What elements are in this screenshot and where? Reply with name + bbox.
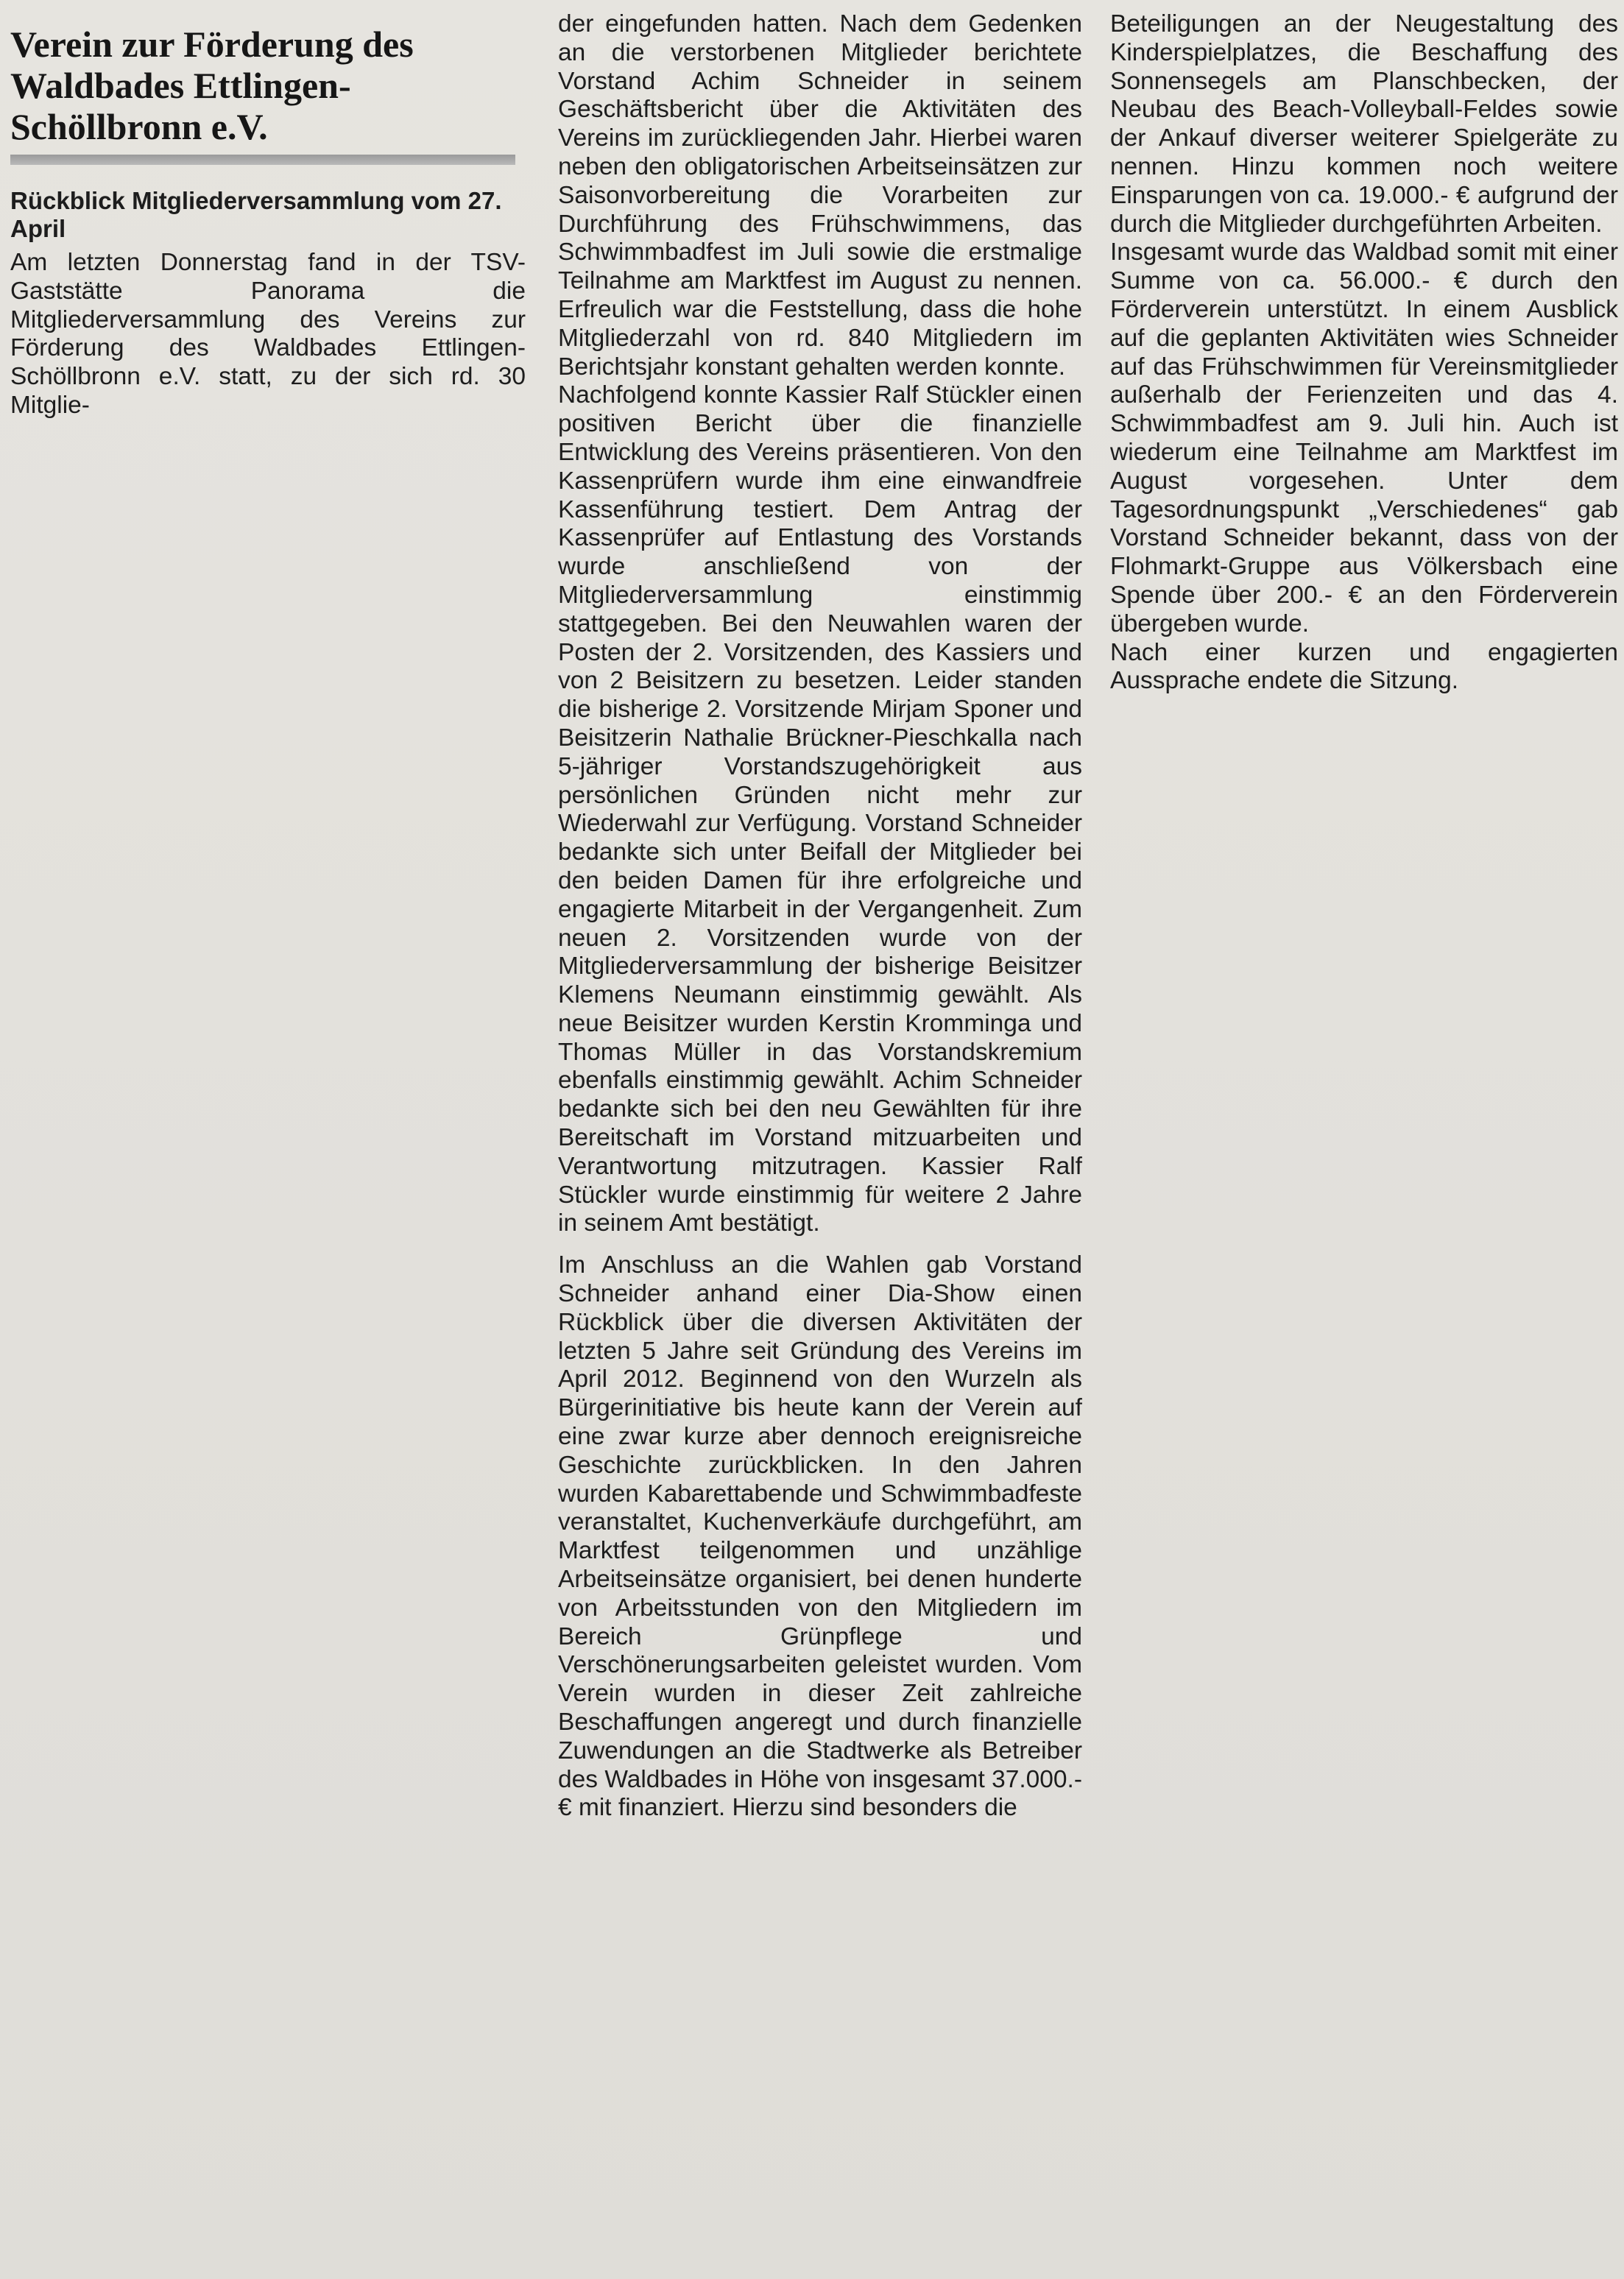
article-column-3 xyxy=(1110,10,1618,696)
article-intro-paragraph: Am letzten Donnerstag fand in der TSV-Gaststätte Panorama die Mitgliederversammlung des Vereins zur Förderung des Waldbades Ettlingen-Schöllbronn e.V. statt, zu der sich rd. 30 Mitglie- xyxy=(10,249,526,419)
headline-rule xyxy=(10,155,515,165)
headline-block xyxy=(10,24,515,165)
article-column-2 xyxy=(558,10,1082,1823)
column3-paragraph-1: Beteiligungen an der Neugestaltung des Kinderspielplatzes, die Beschaffung des Sonnensegels am Planschbecken, der Neubau des Beach-Volleyball-Feldes sowie der Ankauf diverser weiterer Spielgeräte zu nennen. Hinzu kommen noch weitere Einsparungen von ca. 19.000.- € aufgrund der durch die Mitglieder durchgeführten Arbeiten. xyxy=(1110,10,1618,238)
column2-paragraph-2: Nachfolgend konnte Kassier Ralf Stückler einen positiven Bericht über die finanzielle Entwicklung des Vereins präsentieren. Von den Kassenprüfern wurde ihm eine einwandfreie Kassenführung testiert. Dem Antrag der Kassenprüfer auf Entlastung des Vorstands wurde anschließend von der Mitgliederversammlung einstimmig stattgegeben. Bei den Neuwahlen waren der Posten der 2. Vorsitzenden, des Kassiers und von 2 Beisitzern zu besetzen. Leider standen die bisherige 2. Vorsitzende Mirjam Sponer und Beisitzerin Nathalie Brückner-Pieschkalla nach 5-jähriger Vorstandszugehörigkeit aus persönlichen Gründen nicht mehr zur Wiederwahl zur Verfügung. Vorstand Schneider bedankte sich unter Beifall der Mitglieder bei den beiden Damen für ihre erfolgreiche und engagierte Mitarbeit in der Vergangenheit. Zum neuen 2. Vorsitzenden wurde von der Mitgliederversammlung der bisherige Beisitzer Klemens Neumann einstimmig gewählt. Als neue Beisitzer wurden Kerstin Kromminga und Thomas Müller in das Vorstandskremium ebenfalls einstimmig gewählt. Achim Schneider bedankte sich bei den neu Gewählten für ihre Bereitschaft im Vorstand mitzuarbeiten und Verantwortung mitzutragen. Kassier Ralf Stückler wurde einstimmig für weitere 2 Jahre in seinem Amt bestätigt. xyxy=(558,381,1082,1237)
column2-paragraph-1: der eingefunden hatten. Nach dem Gedenken an die verstorbenen Mitglieder berichtete Vorstand Achim Schneider in seinem Geschäftsbericht über die Aktivitäten des Vereins im zurückliegenden Jahr. Hierbei waren neben den obligatorischen Arbeitseinsätzen zur Saisonvorbereitung die Vorarbeiten zur Durchführung des Frühschwimmens, das Schwimmbadfest im Juli sowie die erstmalige Teilnahme am Marktfest im August zu nennen. Erfreulich war die Feststellung, dass die hohe Mitgliederzahl von rd. 840 Mitgliedern im Berichtsjahr konstant gehalten werden konnte. xyxy=(558,10,1082,381)
column3-paragraph-3: Nach einer kurzen und engagierten Aussprache endete die Sitzung. xyxy=(1110,638,1618,695)
article-subheading: Rückblick Mitgliederversammlung vom 27. April xyxy=(10,187,502,242)
column2-paragraph-3: Im Anschluss an die Wahlen gab Vorstand Schneider anhand einer Dia-Show einen Rückblick über die diversen Aktivitäten der letzten 5 Jahre seit Gründung des Vereins im April 2012. Beginnend von den Wurzeln als Bürgerinitiative bis heute kann der Verein auf eine zwar kurze aber dennoch ereignisreiche Geschichte zurückblicken. In den Jahren wurden Kabarettabende und Schwimmbadfeste veranstaltet, Kuchenverkäufe durchgeführt, am Marktfest teilgenommen und unzählige Arbeitseinsätze organisiert, bei denen hunderte von Arbeitsstunden von den Mitgliedern im Bereich Grünpflege und Verschönerungsarbeiten geleistet wurden. Vom Verein wurden in dieser Zeit zahlreiche Beschaffungen angeregt und durch finanzielle Zuwendungen an die Stadtwerke als Betreiber des Waldbades in Höhe von insgesamt 37.000.- € mit finanziert. Hierzu sind besonders die xyxy=(558,1251,1082,1822)
paragraph-gap xyxy=(558,1238,1082,1251)
article-headline: Verein zur Förderung des Waldbades Ettlingen-Schöllbronn e.V. xyxy=(10,24,414,147)
column3-paragraph-2: Insgesamt wurde das Waldbad somit mit einer Summe von ca. 56.000.- € durch den Förderverein unterstützt. In einem Ausblick auf die geplanten Aktivitäten wies Schneider auf das Frühschwimmen für Vereinsmitglieder außerhalb der Ferienzeiten und das 4. Schwimmbadfest am 9. Juli hin. Auch ist wiederum eine Teilnahme am Marktfest im August vorgesehen. Unter dem Tagesordnungspunkt „Verschiedenes“ gab Vorstand Schneider bekannt, dass von der Flohmarkt-Gruppe aus Völkersbach eine Spende über 200.- € an den Förderverein übergeben wurde. xyxy=(1110,239,1618,637)
